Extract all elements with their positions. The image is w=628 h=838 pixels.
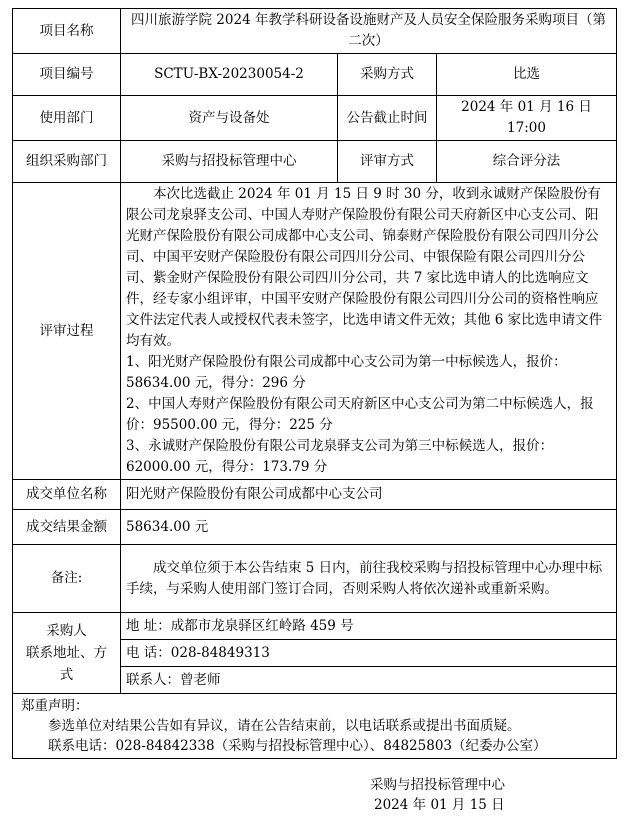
- contact-label-line-3: 式: [59, 667, 74, 683]
- method: 比选: [437, 54, 617, 96]
- project-no-label: 项目编号: [13, 54, 121, 96]
- review-method: 综合评分法: [437, 141, 617, 183]
- review-item-3: 3、永诚财产保险股份有限公司龙泉驿支公司为第三中标候选人，报价：62000.00 元，得分：173.79 分: [126, 438, 554, 475]
- row-project-name: [13, 9, 617, 54]
- result-table: [12, 8, 617, 759]
- deadline: [437, 96, 617, 141]
- review-paragraph: 本次比选截止 2024 年 01 月 15 日 9 时 30 分，收到永诚财产保险股份有限公司龙泉驿支公司、中国人寿财产保险股份有限公司天府新区中心支公司、阳光财产保险股份有限公司成都中心支公司、锦泰财产保险股份有限公司四川分公司、中国平安财产保险股份有限公司四川分公司、中银保险有限公司四川分公司、紫金财产保险股份有限公司四川分公司，共 7 家比选申请人的比选响应文件，经专家小组评审，中国平安财产保险股份有限公司四川分公司的资格性响应文件法定代表人或授权代表未签字，比选申请文件无效；其他 6 家比选申请文件均有效。: [126, 186, 603, 349]
- amount: 58634.00 元: [121, 510, 617, 545]
- review-label: 评审过程: [13, 183, 121, 480]
- row-address: [13, 613, 617, 640]
- declaration-line-1: 参选单位对结果公告如有异议，请在公告结束前，以电话联系或提出书面质疑。: [48, 718, 521, 734]
- review-item-2: 2、中国人寿财产保险股份有限公司天府新区中心支公司为第二中标候选人，报价：95500.00 元，得分：225 分: [126, 396, 594, 433]
- contact-label-line-2: 联系地址、方: [26, 645, 107, 661]
- review-content: [121, 183, 617, 480]
- project-no: SCTU-BX-20230054-2: [121, 54, 338, 96]
- issuer-name: 采购与招投标管理中心: [370, 777, 505, 793]
- contact-address: 地 址：成都市龙泉驿区红岭路 459 号: [121, 613, 617, 640]
- row-org: [13, 141, 617, 183]
- project-name-label: 项目名称: [13, 9, 121, 54]
- review-method-label: 评审方式: [338, 141, 437, 183]
- row-declaration: [13, 694, 617, 759]
- org-label: 组织采购部门: [13, 141, 121, 183]
- deadline-time: 17:00: [507, 120, 546, 136]
- signature-block: [370, 775, 505, 815]
- amount-label: 成交结果金额: [13, 510, 121, 545]
- declaration-line-2: 联系电话：028-84842338（采购与招投标管理中心）、84825803（纪委办公室）: [48, 738, 547, 754]
- winner-label: 成交单位名称: [13, 480, 121, 510]
- note-label: 备注:: [13, 545, 121, 613]
- contact-phone: 电 话：028-84849313: [121, 640, 617, 667]
- row-project-no: [13, 54, 617, 96]
- org: 采购与招投标管理中心: [121, 141, 338, 183]
- dept-label: 使用部门: [13, 96, 121, 141]
- note-text: 成交单位须于本公告结束 5 日内，前往我校采购与招投标管理中心办理中标手续，与采购人使用部门签订合同，否则采购人将依次递补或重新采购。: [126, 559, 603, 597]
- row-dept: [13, 96, 617, 141]
- contact-label-line-1: 采购人: [46, 623, 87, 639]
- deadline-label: 公告截止时间: [338, 96, 437, 141]
- note-content: [121, 545, 617, 613]
- row-note: [13, 545, 617, 613]
- issue-date: 2024 年 01 月 15 日: [374, 797, 505, 813]
- contact-label: [13, 613, 121, 694]
- review-item-1: 1、阳光财产保险股份有限公司成都中心支公司为第一中标候选人，报价：58634.00 元，得分：296 分: [126, 354, 567, 391]
- contact-person: 联系人：曾老师: [121, 667, 617, 694]
- winner: 阳光财产保险股份有限公司成都中心支公司: [121, 480, 617, 510]
- method-label: 采购方式: [338, 54, 437, 96]
- project-name: 四川旅游学院 2024 年教学科研设备设施财产及人员安全保险服务采购项目（第二次）: [121, 9, 617, 54]
- row-amount: [13, 510, 617, 545]
- deadline-date: 2024 年 01 月 16 日: [461, 99, 592, 115]
- declaration-title: 郑重声明：: [21, 698, 89, 714]
- announcement-sheet: [12, 8, 616, 759]
- row-review: [13, 183, 617, 480]
- dept: 资产与设备处: [121, 96, 338, 141]
- row-winner: [13, 480, 617, 510]
- declaration: [13, 694, 617, 759]
